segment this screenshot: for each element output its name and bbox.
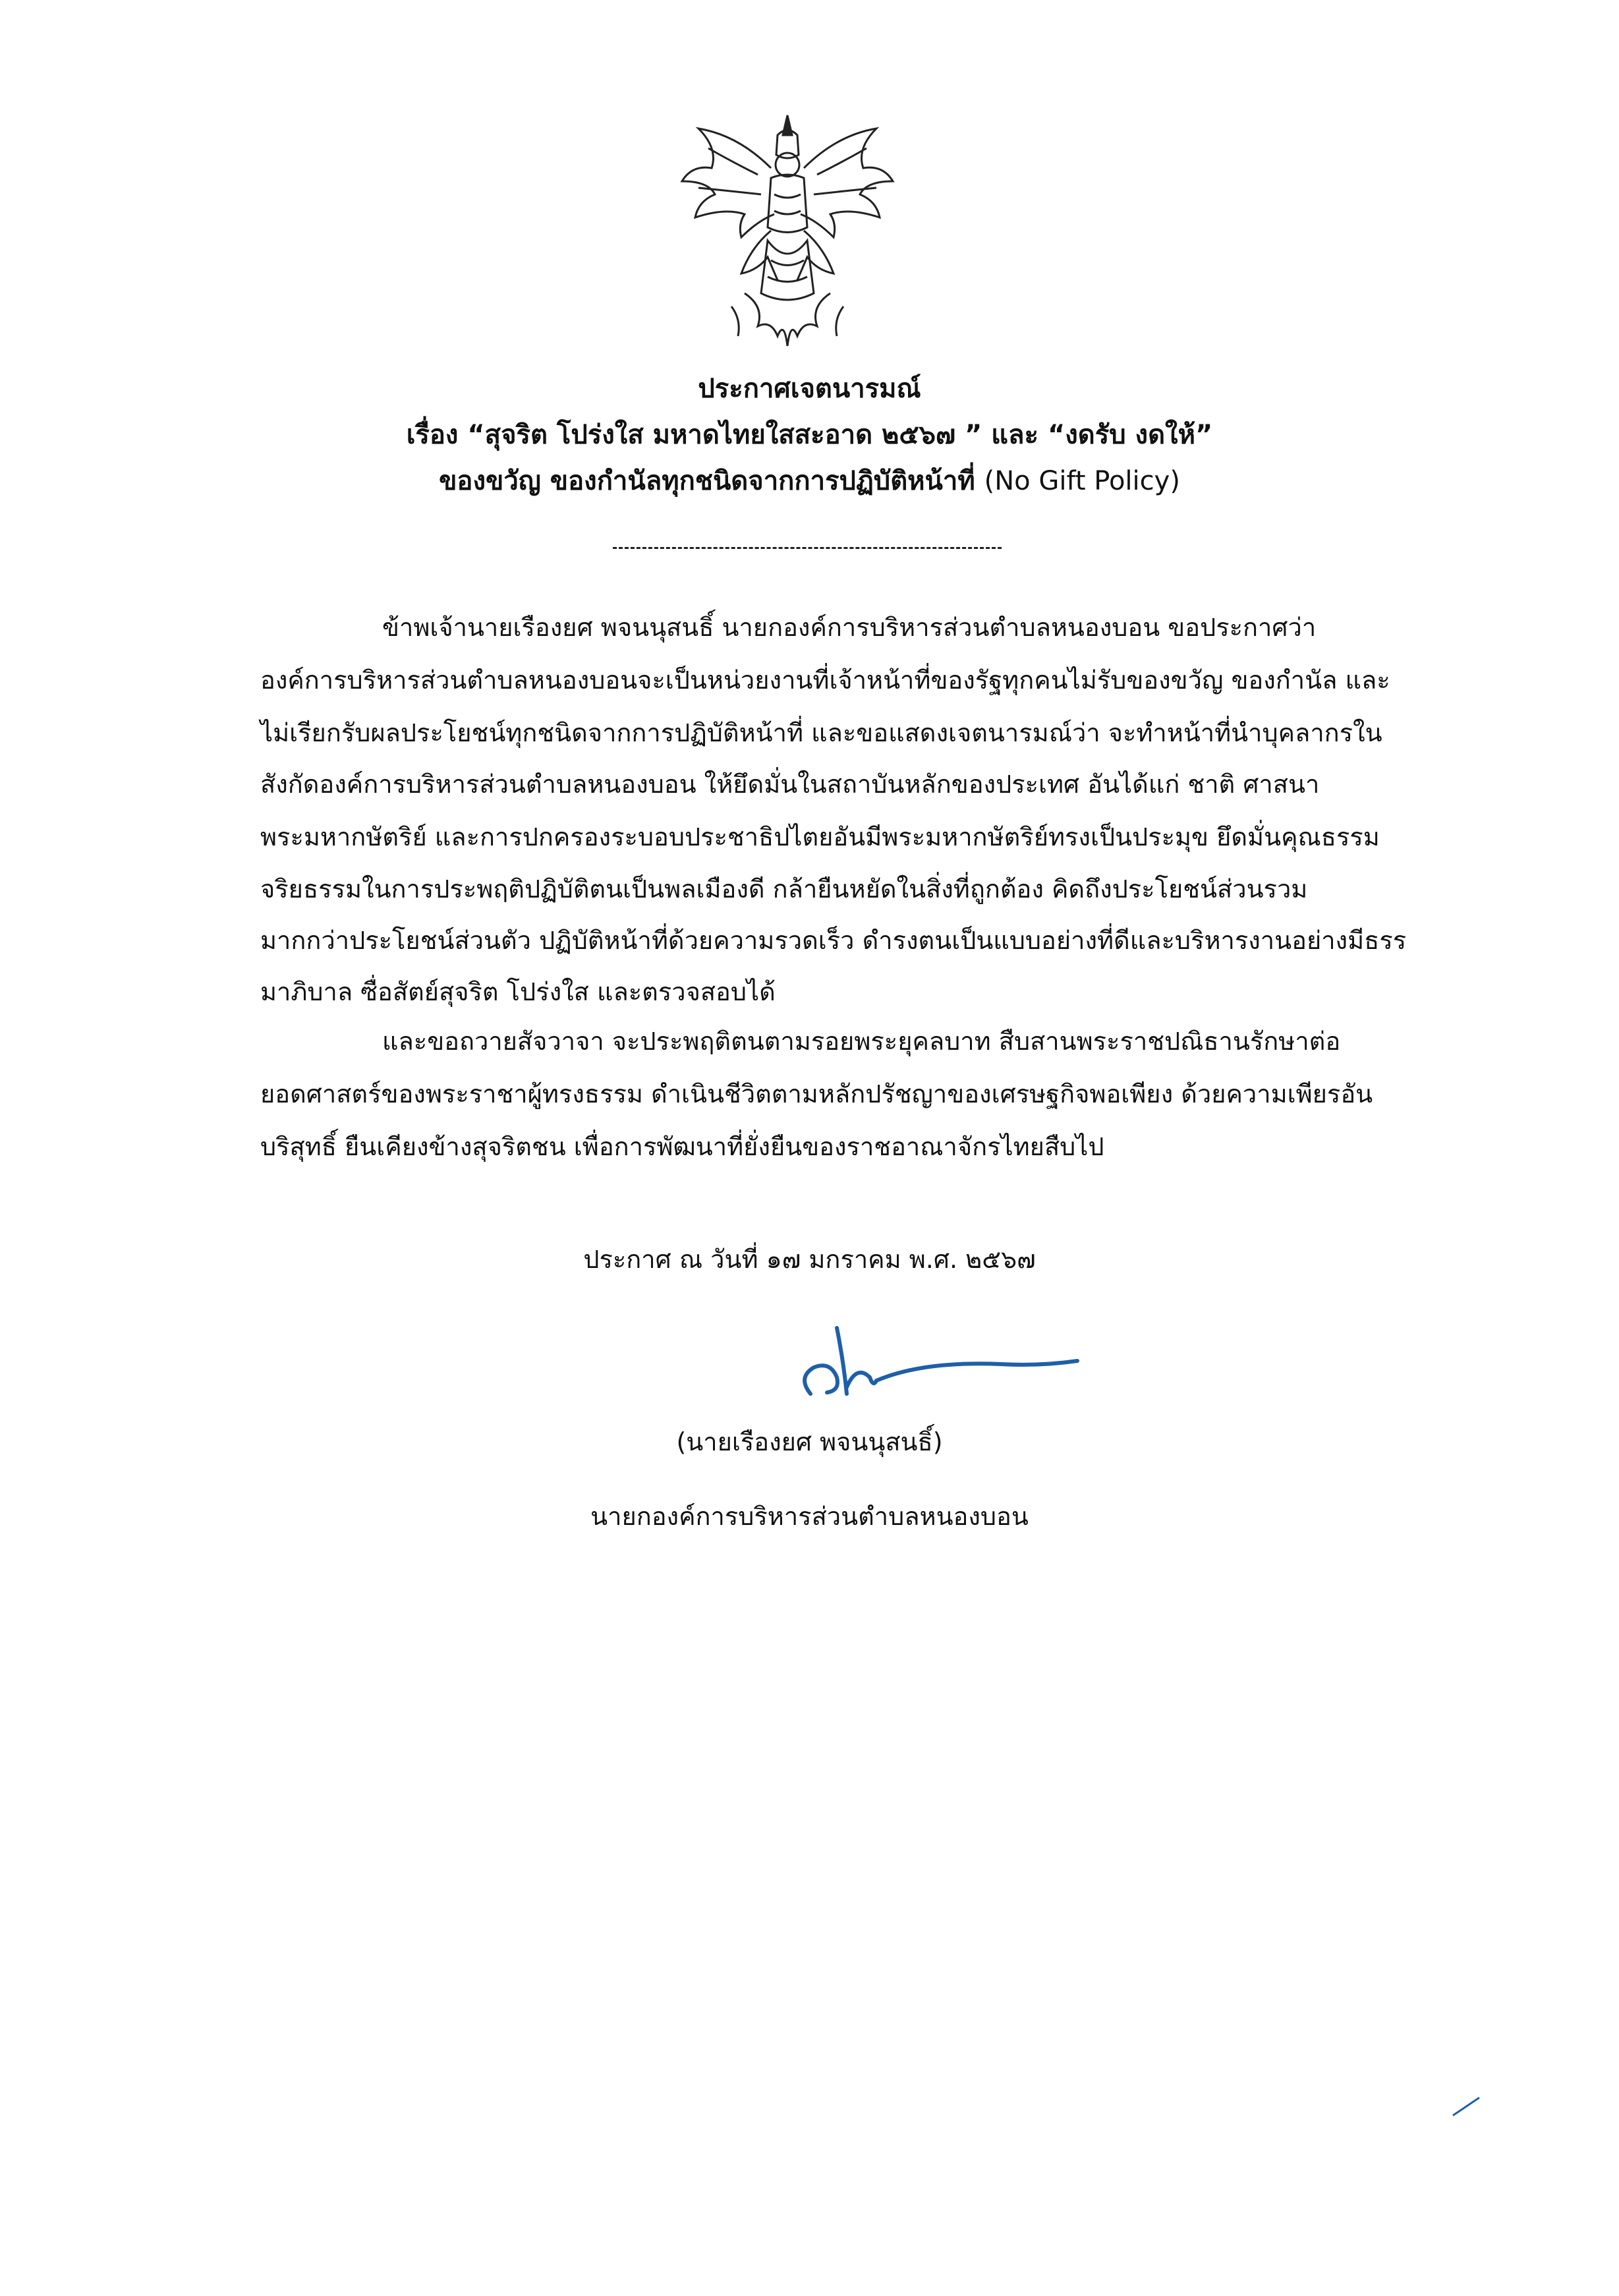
title-divider [613,547,1002,549]
scan-mark [1450,2092,1483,2119]
announcement-subject: เรื่อง “สุจริต โปร่งใส มหาดไทยใสสะอาด ๒๕๖๗ ” และ “งดรับ งดให้” [406,420,1213,450]
announcement-date: ประกาศ ณ วันที่ ๑๗ มกราคม พ.ศ. ๒๕๖๗ [583,1245,1036,1274]
announcement-subject-line2 [0,461,1619,501]
announcement-title: ประกาศเจตนารมณ์ [698,374,921,404]
handwritten-signature-icon [791,1315,1094,1414]
subject-line2-thai: ของขวัญ ของกำนัลทุกชนิดจากการปฏิบัติหน้าที่ [439,466,975,496]
signer-title: นายกองค์การบริหารส่วนตำบลหนองบอน [590,1502,1029,1531]
announcement-page: ประกาศเจตนารมณ์ เรื่อง “สุจริต โปร่งใส มหาดไทยใสสะอาด ๒๕๖๗ ” และ “งดรับ งดให้” ของขวัญ ของกำนัลทุกชนิดจากการปฏิบัติหน้าที่ (No Gift Policy) ข้าพเจ้านายเรืองยศ พจนนุสนธิ์ นายกองค์การบริหารส่วนตำบลหนองบอน ขอประกาศว่า องค์การบริหารส่วนตำบลหนองบอนจะเป็นหน่วยงานที่เจ้าหน้าที่ของรัฐทุกคนไม่รับของขวัญ ของกำนัล และ ไม่เรียกรับผลประโยชน์ทุกชนิดจากการปฏิบัติหน้าที่ และขอแสดงเจตนารมณ์ว่า จะทำหน้าที่นำบุคลากรใน สังกัดองค์การบริหารส่วนตำบลหนองบอน ให้ยึดมั่นในสถาบันหลักของประเทศ อันได้แก่ ชาติ ศาสนา พระมหากษัตริย์ และการปกครองระบอบประชาธิปไตยอันมีพระมหากษัตริย์ทรงเป็นประมุข ยึดมั่นคุณธรรม จริยธรรมในการประพฤติปฏิบัติตนเป็นพลเมืองดี กล้ายืนหยัดในสิ่งที่ถูกต้อง คิดถึงประโยชน์ส่วนรวม มากกว่าประโยชน์ส่วนตัว ปฏิบัติหน้าที่ด้วยความรวดเร็ว ดำรงตนเป็นแบบอย่างที่ดีและบริหารงานอย่างมีธรร มาภิบาล ซื่อสัตย์สุจริต โปร่งใส และตรวจสอบได้ และขอถวายสัจวาจา จะประพฤติตนตามรอยพระยุคลบาท สืบสานพระราชปณิธานรักษาต่อ ยอดศาสตร์ของพระราชาผู้ทรงธรรม ดำเนินชีวิตตามหลักปรัชญาของเศรษฐกิจพอเพียง ด้วยความเพียรอัน บริสุทธิ์ ยืนเคียงข้างสุจริตชน เพื่อการพัฒนาที่ยั่งยืนของราชอาณาจักรไทยสืบไป ประกาศ ณ วันที่ ๑๗ มกราคม พ.ศ. ๒๕๖๗ (นายเรืองยศ พจนนุสนธิ์) นายกองค์การบริหารส่วนตำบลหนองบอน [0,0,1619,2296]
garuda-emblem-icon [679,109,896,353]
subject-line2-english: (No Gift Policy) [984,466,1180,496]
signer-name: (นายเรืองยศ พจนนุสนธิ์) [676,1427,943,1456]
